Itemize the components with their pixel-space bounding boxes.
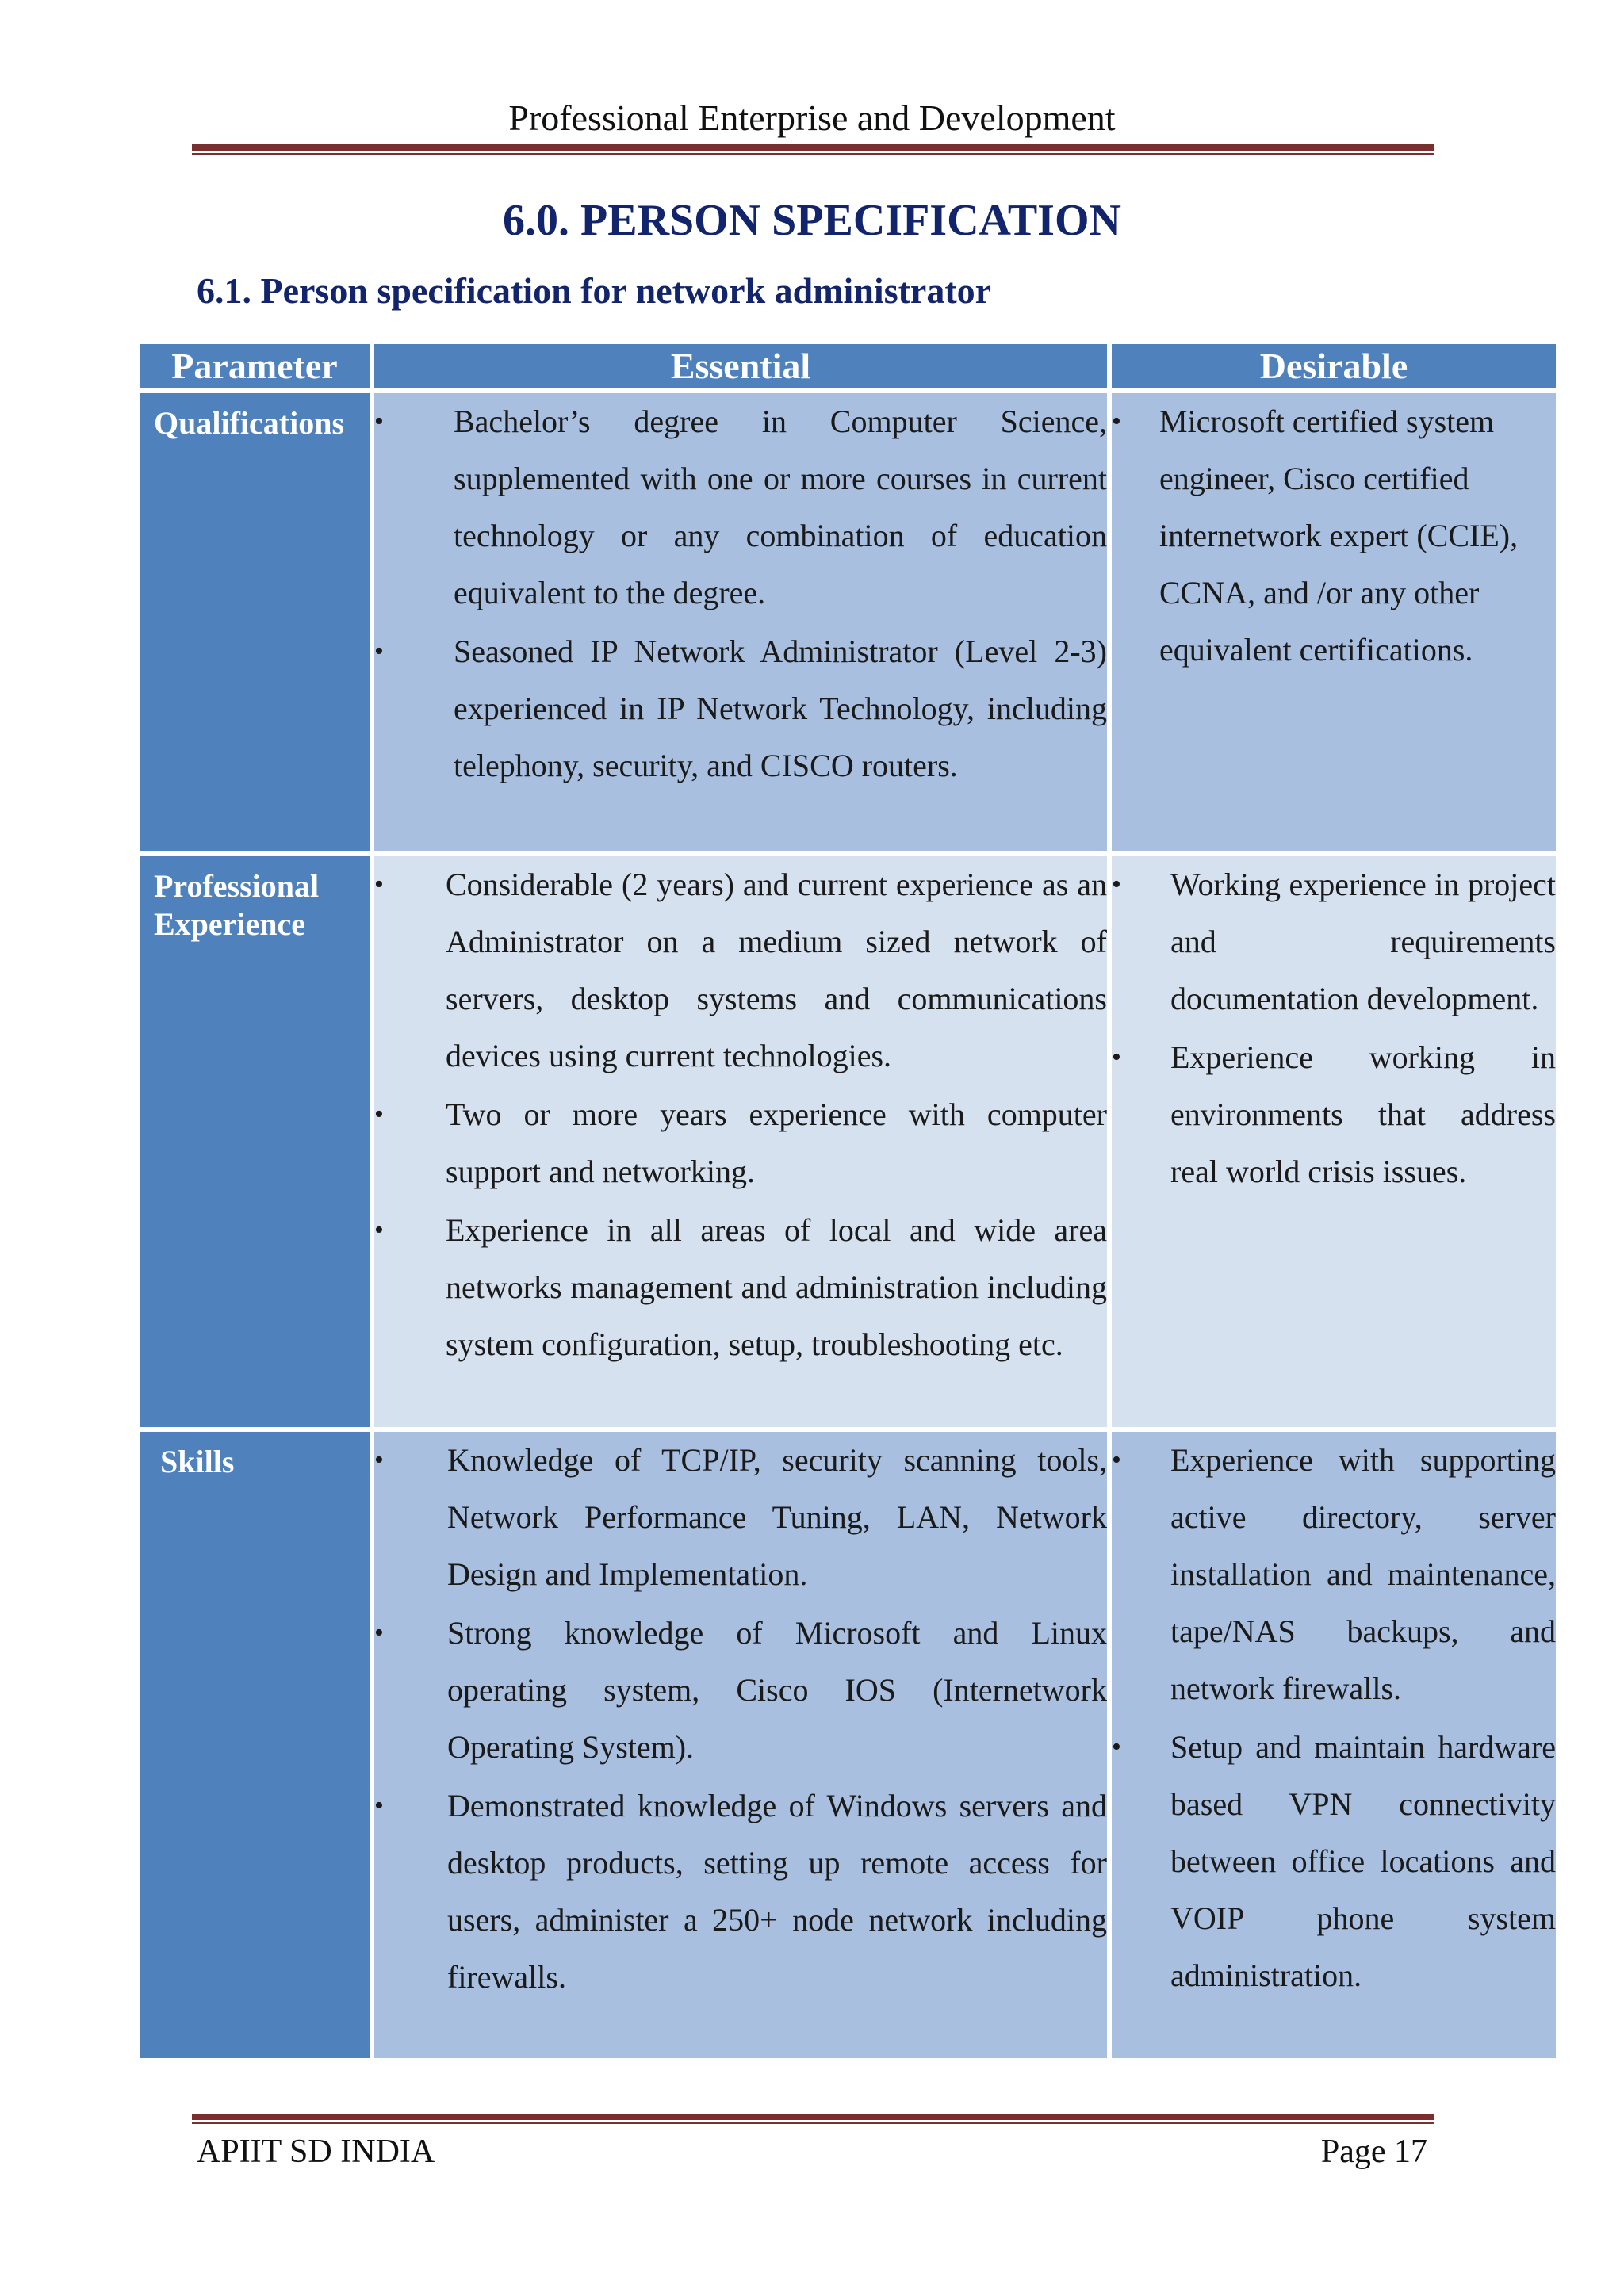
bullet-icon: • bbox=[374, 1618, 384, 1647]
list-item: • Microsoft certified system engineer, Cisco certified internetwork expert (CCIE), CCNA, and /or any other equivalent certifications. bbox=[1112, 393, 1556, 679]
parameter-cell: Professional Experience bbox=[140, 856, 370, 1427]
bullet-icon: • bbox=[374, 1445, 384, 1475]
table-header-row bbox=[140, 344, 1556, 388]
desirable-cell bbox=[1112, 393, 1556, 851]
list-item: • Experience in all areas of local and wide area networks management and administration including system configuration, setup, troubleshooting etc. bbox=[374, 1202, 1107, 1373]
list-item: • Seasoned IP Network Administrator (Level 2-3) experienced in IP Network Technology, including telephony, security, and CISCO routers. bbox=[374, 623, 1107, 794]
bullet-icon: • bbox=[1112, 1732, 1121, 1762]
table-row bbox=[140, 856, 1556, 1427]
desirable-cell bbox=[1112, 1432, 1556, 2058]
bullet-icon: • bbox=[374, 1791, 384, 1820]
footer-rule bbox=[192, 2114, 1434, 2124]
running-header: Professional Enterprise and Development bbox=[508, 98, 1116, 138]
essential-list bbox=[374, 856, 1107, 1373]
list-item: • Considerable (2 years) and current experience as an Administrator on a medium sized network of servers, desktop systems and communications devices using current technologies. bbox=[374, 856, 1107, 1085]
footer-organization: APIIT SD INDIA bbox=[197, 2133, 435, 2170]
bullet-icon: • bbox=[374, 870, 384, 899]
column-header-parameter: Parameter bbox=[140, 344, 370, 388]
desirable-list bbox=[1112, 1432, 1556, 2004]
person-spec-table bbox=[135, 339, 1561, 2063]
essential-list bbox=[374, 393, 1107, 794]
list-item: • Experience with supporting active directory, server installation and maintenance, tape/NAS backups, and network firewalls. bbox=[1112, 1432, 1556, 1717]
bullet-icon: • bbox=[1112, 1043, 1121, 1072]
subsection-heading: 6.1. Person specification for network administrator bbox=[197, 270, 992, 311]
desirable-list bbox=[1112, 393, 1556, 679]
bullet-icon: • bbox=[374, 1215, 384, 1245]
bullet-icon: • bbox=[1112, 407, 1121, 436]
essential-cell bbox=[374, 1432, 1107, 2058]
desirable-list bbox=[1112, 856, 1556, 1200]
desirable-cell bbox=[1112, 856, 1556, 1427]
list-item: • Experience working in environments that address real world crisis issues. bbox=[1112, 1029, 1556, 1200]
bullet-icon: • bbox=[374, 637, 384, 666]
essential-cell bbox=[374, 393, 1107, 851]
bullet-icon: • bbox=[374, 407, 384, 436]
section-heading: 6.0. PERSON SPECIFICATION bbox=[503, 196, 1121, 245]
page-number: Page 17 bbox=[1320, 2133, 1427, 2170]
list-item: • Setup and maintain hardware based VPN connectivity between office locations and VOIP phone system administration. bbox=[1112, 1719, 1556, 2004]
list-item: • Knowledge of TCP/IP, security scanning tools, Network Performance Tuning, LAN, Network Design and Implementation. bbox=[374, 1432, 1107, 1603]
list-item: • Working experience in project and requirements documentation development. bbox=[1112, 856, 1556, 1027]
essential-list bbox=[374, 1432, 1107, 2006]
table-row bbox=[140, 1432, 1556, 2058]
list-item: • Demonstrated knowledge of Windows servers and desktop products, setting up remote access for users, administer a 250+ node network including firewalls. bbox=[374, 1777, 1107, 2006]
parameter-cell: Skills bbox=[140, 1432, 370, 2058]
list-item: • Bachelor’s degree in Computer Science, supplemented with one or more courses in current technology or any combination of education equivalent to the degree. bbox=[374, 393, 1107, 622]
bullet-icon: • bbox=[1112, 1445, 1121, 1475]
table-row bbox=[140, 393, 1556, 851]
bullet-icon: • bbox=[1112, 870, 1121, 899]
list-item: • Strong knowledge of Microsoft and Linux operating system, Cisco IOS (Internetwork Operating System). bbox=[374, 1605, 1107, 1776]
essential-cell bbox=[374, 856, 1107, 1427]
column-header-desirable: Desirable bbox=[1112, 344, 1556, 388]
column-header-essential: Essential bbox=[374, 344, 1107, 388]
header-rule bbox=[192, 144, 1434, 155]
bullet-icon: • bbox=[374, 1100, 384, 1129]
parameter-cell: Qualifications bbox=[140, 393, 370, 851]
list-item: • Two or more years experience with computer support and networking. bbox=[374, 1086, 1107, 1200]
